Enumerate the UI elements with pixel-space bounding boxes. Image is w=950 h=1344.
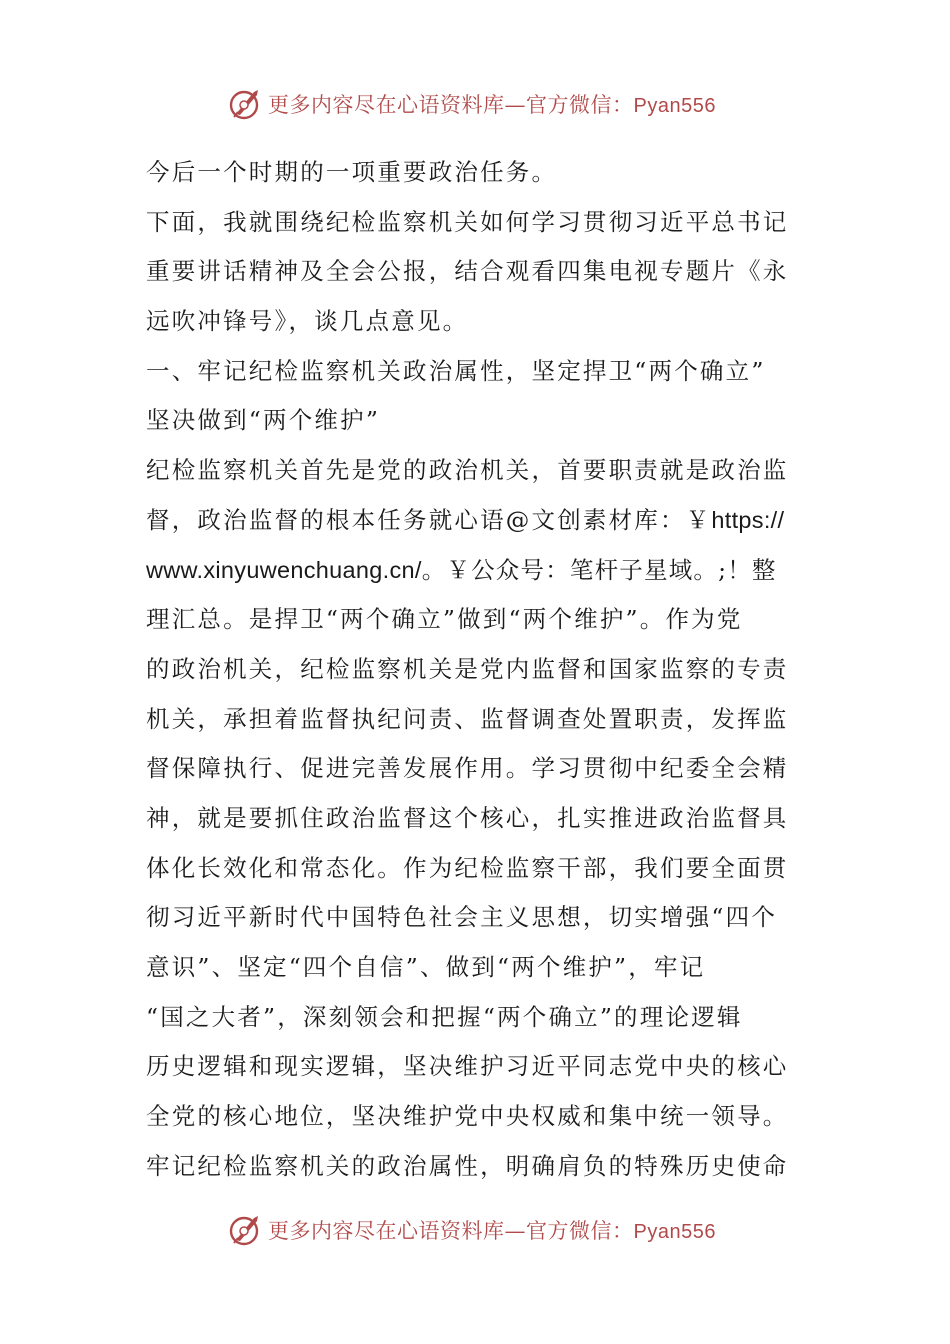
body-line: “国之大者”，深刻领会和把握“两个确立”的理论逻辑: [146, 1002, 743, 1031]
url-prefix: https://: [711, 506, 785, 533]
body-line: 全党的核心地位，坚决维护党中央权威和集中统一领导。: [146, 1102, 789, 1131]
body-line: 意识”、坚定“四个自信”、做到“两个维护”，牢记: [146, 953, 706, 981]
body-line: 纪检监察机关首先是党的政治机关，首要职责就是政治监: [146, 456, 789, 485]
header-wechat-id: Pyan556: [633, 95, 716, 117]
body-line: 体化长效化和常态化。作为纪检监察干部，我们要全面贯: [146, 853, 789, 882]
url-domain: www.xinyuwenchuang.cn/: [146, 556, 422, 583]
body-line: 督保障执行、促进完善发展作用。学习贯彻中纪委全会精: [146, 754, 789, 783]
section-heading-line: 一、牢记纪检监察机关政治属性，坚定捍卫“两个确立”: [146, 356, 766, 385]
body-line: 远吹冲锋号》，谈几点意见。: [146, 307, 469, 336]
body-line: [146, 546, 808, 596]
footer-wechat-id: Pyan556: [633, 1221, 716, 1243]
body-line: 彻习近平新时代中国特色社会主义思想，切实增强“四个: [146, 903, 778, 932]
body-line: 的政治机关，纪检监察机关是党内监督和国家监察的专责: [146, 654, 789, 683]
body-line: 重要讲话精神及全会公报，结合观看四集电视专题片《永: [146, 257, 789, 286]
body-line: 机关，承担着监督执纪问责、监督调查处置职责，发挥监: [146, 704, 789, 733]
body-line: 神，就是要抓住政治监督这个核心，扎实推进政治监督具: [146, 803, 789, 832]
footer-banner: [228, 1210, 748, 1250]
quill-pen-logo-icon: [228, 86, 264, 122]
quill-pen-logo-icon: [228, 1212, 264, 1248]
document-body: [146, 148, 808, 1191]
body-text-run: 。￥公众号：笔杆子星域。;！整: [421, 555, 777, 584]
header-banner-label: 更多内容尽在心语资料库—官方微信：: [268, 93, 634, 117]
body-line: 今后一个时期的一项重要政治任务。: [146, 158, 558, 186]
body-text-run: 督，政治监督的根本任务就心语@文创素材库：￥: [146, 505, 712, 534]
header-banner-text: [268, 89, 716, 119]
footer-banner-text: [268, 1215, 716, 1245]
header-banner: [228, 84, 748, 124]
section-heading-line: 坚决做到“两个维护”: [146, 406, 381, 435]
footer-banner-label: 更多内容尽在心语资料库—官方微信：: [268, 1219, 634, 1243]
body-line: 理汇总。是捍卫“两个确立”做到“两个维护”。作为党: [146, 605, 743, 634]
body-line: [146, 496, 808, 546]
body-line: 历史逻辑和现实逻辑，坚决维护习近平同志党中央的核心: [146, 1052, 789, 1081]
body-line: 下面，我就围绕纪检监察机关如何学习贯彻习近平总书记: [146, 207, 789, 236]
body-line: 牢记纪检监察机关的政治属性，明确肩负的特殊历史使命: [146, 1151, 789, 1180]
